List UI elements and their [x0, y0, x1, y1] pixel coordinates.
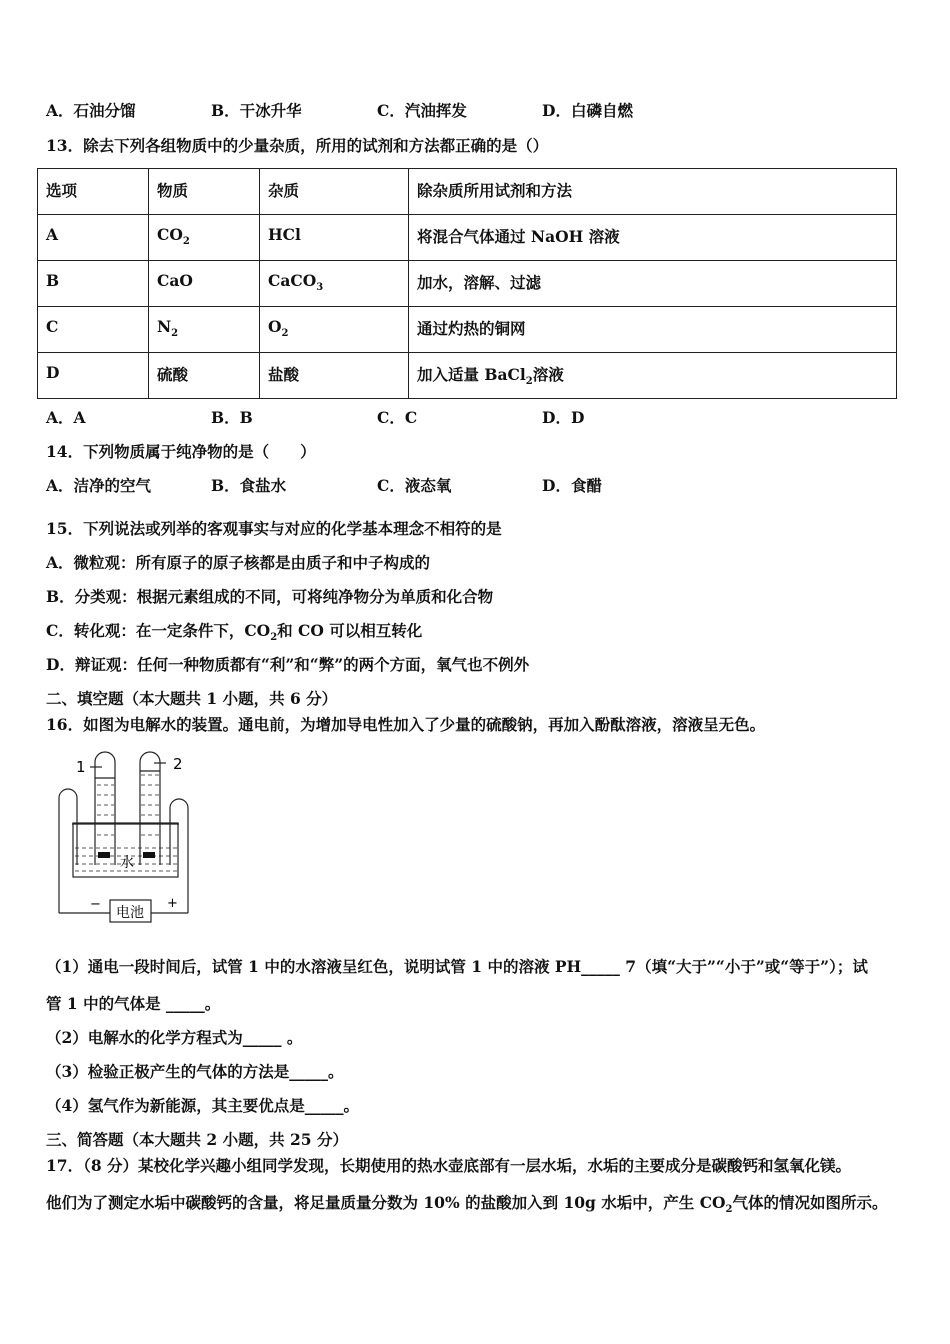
subscript: 2 — [281, 328, 289, 340]
impurity-cell: HCl — [260, 215, 409, 261]
method-cell: 加水，溶解、过滤 — [409, 261, 897, 307]
q15-stem: 15．下列说法或列举的客观事实与对应的化学基本理念不相符的是 — [46, 519, 502, 538]
subscript: 2 — [525, 376, 533, 388]
section-3-heading: 三、简答题（本大题共 2 小题，共 25 分） — [46, 1130, 348, 1149]
header-cell: 物质 — [149, 169, 260, 215]
substance-cell: CaO — [149, 261, 260, 307]
q13-option-b: B．B — [211, 408, 253, 427]
table-header-row — [38, 169, 897, 215]
q16-part1-line2: 管 1 中的气体是 _____。 — [46, 994, 221, 1013]
method-cell — [409, 353, 897, 399]
negative-terminal-label: − — [90, 897, 101, 912]
q16-stem: 16．如图为电解水的装置。通电前，为增加导电性加入了少量的硫酸钠，再加入酚酞溶液，溶液呈无色。 — [46, 715, 766, 734]
test-tube-2 — [140, 752, 160, 865]
option-cell: C — [38, 307, 149, 353]
q16-part1-line1: （1）通电一段时间后，试管 1 中的水溶液呈红色，说明试管 1 中的溶液 PH_____ 7（填“大于”“小于”或“等于”）；试 — [46, 957, 868, 976]
impurity: O — [268, 317, 282, 336]
text: 他们为了测定水垢中碳酸钙的含量，将足量质量分数为 10% 的盐酸加入到 10g 水垢中，产生 CO — [46, 1193, 726, 1212]
impurity-cell — [260, 307, 409, 353]
impurity-cell: 盐酸 — [260, 353, 409, 399]
q16-part2: （2）电解水的化学方程式为_____ 。 — [46, 1028, 303, 1047]
table-row — [38, 261, 897, 307]
subscript: 2 — [182, 236, 190, 248]
q13-option-c: C．C — [377, 408, 418, 427]
q17-line2 — [46, 1193, 888, 1220]
q13-option-d: D．D — [542, 408, 585, 427]
q15-option-d: D．辩证观：任何一种物质都有“利”和“弊”的两个方面，氧气也不例外 — [46, 655, 530, 674]
subscript: 3 — [316, 282, 324, 294]
q13-stem: 13．除去下列各组物质中的少量杂质，所用的试剂和方法都正确的是（） — [46, 136, 549, 155]
q15-option-c — [46, 621, 422, 648]
method-cell: 通过灼热的铜网 — [409, 307, 897, 353]
q14-option-c: C．液态氧 — [377, 476, 452, 495]
electrode-negative — [98, 852, 110, 858]
subscript: 2 — [171, 328, 179, 340]
text: 气体的情况如图所示。 — [732, 1193, 888, 1212]
subscript: 2 — [725, 1204, 733, 1216]
q16-part4: （4）氢气作为新能源，其主要优点是_____。 — [46, 1096, 360, 1115]
header-cell: 除杂质所用试剂和方法 — [409, 169, 897, 215]
method-tail: 溶液 — [532, 365, 564, 384]
q17-line1: 17．（8 分）某校化学兴趣小组同学发现，长期使用的热水壶底部有一层水垢，水垢的主要成分是碳酸钙和氢氧化镁。 — [46, 1156, 852, 1175]
tube-label-1: 1 — [76, 758, 86, 776]
wires — [59, 789, 188, 913]
substance: N — [157, 317, 172, 336]
substance-cell — [149, 307, 260, 353]
text: 和 CO 可以相互转化 — [277, 621, 423, 640]
option-cell: A — [38, 215, 149, 261]
q15-option-a: A．微粒观：所有原子的原子核都是由质子和中子构成的 — [46, 553, 431, 572]
text: C．转化观：在一定条件下，CO — [46, 621, 271, 640]
impurity: CaCO — [268, 271, 317, 290]
header-cell: 选项 — [38, 169, 149, 215]
option-cell: B — [38, 261, 149, 307]
electrolysis-apparatus-figure — [40, 740, 210, 930]
q14-option-a: A．洁净的空气 — [46, 476, 152, 495]
q14-option-d: D．食醋 — [542, 476, 602, 495]
option-cell: D — [38, 353, 149, 399]
water-label: 水 — [120, 855, 134, 871]
section-2-heading: 二、填空题（本大题共 1 小题，共 6 分） — [46, 689, 338, 708]
table-row — [38, 353, 897, 399]
subscript: 2 — [270, 632, 278, 644]
impurity-cell — [260, 261, 409, 307]
substance-cell: 硫酸 — [149, 353, 260, 399]
substance: CO — [157, 225, 183, 244]
q14-option-b: B．食盐水 — [211, 476, 287, 495]
q15-option-b: B．分类观：根据元素组成的不同，可将纯净物分为单质和化合物 — [46, 587, 494, 606]
q12-option-b: B．干冰升华 — [211, 101, 302, 120]
q12-option-a: A．石油分馏 — [46, 101, 136, 120]
q14-stem: 14．下列物质属于纯净物的是（ ） — [46, 442, 316, 461]
q13-table — [37, 168, 897, 399]
q16-part3: （3）检验正极产生的气体的方法是_____。 — [46, 1062, 344, 1081]
header-cell: 杂质 — [260, 169, 409, 215]
tube-label-2: 2 — [173, 755, 183, 773]
q13-option-a: A．A — [46, 408, 86, 427]
q12-option-c: C．汽油挥发 — [377, 101, 467, 120]
table-row — [38, 215, 897, 261]
substance-cell — [149, 215, 260, 261]
q12-option-d: D．白磷自燃 — [542, 101, 633, 120]
battery-label: 电池 — [116, 905, 144, 921]
electrode-positive — [143, 852, 155, 858]
method: 加入适量 BaCl — [417, 365, 526, 384]
positive-terminal-label: + — [167, 896, 178, 911]
table-row — [38, 307, 897, 353]
method-cell: 将混合气体通过 NaOH 溶液 — [409, 215, 897, 261]
